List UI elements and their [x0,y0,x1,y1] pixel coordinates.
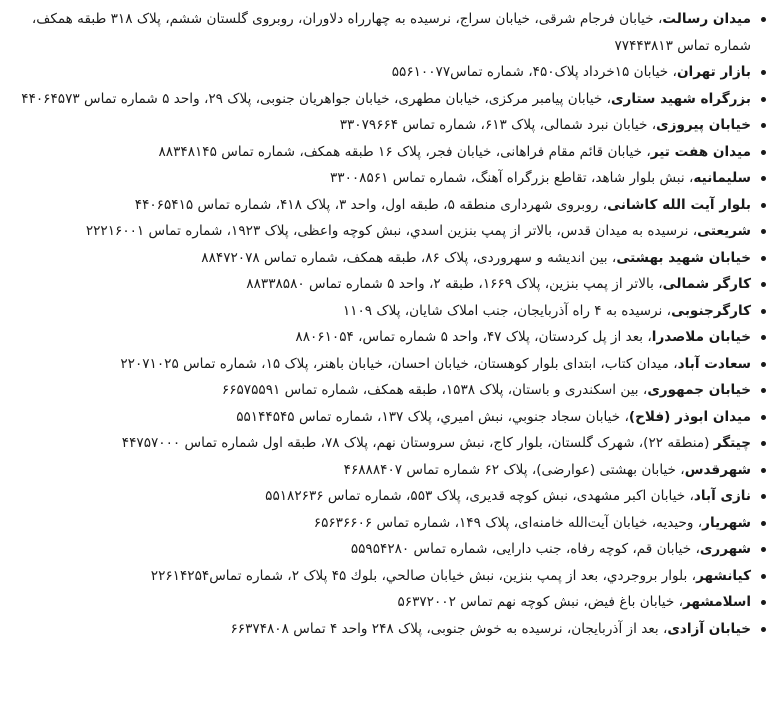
branch-details: وحیدیه، خیابان آیت‌الله خامنه‌ای، پلاک ۱۴۹، شماره تماس ۶۵۶۳۶۶۰۶ [313,514,694,531]
list-item [10,457,771,484]
separator: ، [638,382,648,398]
branch-name: خیابان پیروزی [656,117,751,133]
branch-name: میدان رسالت [662,11,751,27]
separator: ، [658,620,668,637]
branch-details: خیابان اکبر مشهدی، نبش کوچه قدیری، پلاک ۵۵۳، شماره تماس ۵۵۱۸۲۶۳۶ [265,488,686,504]
branch-name: شهرری [699,541,751,557]
branch-name: سعادت آباد [677,355,751,372]
list-item [10,218,771,245]
branch-details: بین اسکندری و باستان، پلاک ۱۵۳۸، طبقه همکف، شماره تماس ۶۶۵۷۵۵۹۱ [221,382,639,398]
branch-name: خیابان شهید بهشتی [616,249,751,266]
branch-name: خیابان جمهوری [647,382,751,398]
separator: ، [668,355,678,372]
list-item [10,192,771,219]
branch-name: شریعتی [697,223,751,239]
branch-details: (منطقه ۲۲)، شهرک گلستان، بلوار کاج، نبش سروستان نهم، پلاک ۷۸، طبقه اول شماره تماس ۴۴۷۵۷۰۰۰ [121,435,710,451]
list-item [10,404,771,431]
separator: ، [620,408,629,425]
list-item [10,271,771,298]
branch-details: خیابان نبرد شمالی، پلاک ۶۱۳، شماره تماس ۳۳۰۷۹۶۶۴ [339,117,648,133]
branch-name: بلوار آیت الله کاشانی [607,196,751,213]
list-item [10,165,771,192]
list-item [10,589,771,616]
separator: ، [693,514,703,531]
list-item [10,510,771,537]
branch-name: میدان ابوذر (فلاح) [628,408,751,425]
branch-details: بین اندیشه و سهروردی، پلاک ۸۶، طبقه همکف، شماره تماس ۸۸۴۷۲۰۷۸ [201,249,608,266]
separator: ، [598,196,608,213]
branch-details: نرسیده به ۴ راه آذربایجان، جنب املاک شایان، پلاک ۱۱۰۹ [342,302,663,319]
separator: ، [662,302,672,319]
branch-details: میدان کتاب، ابتدای بلوار کوهستان، خیابان احسان، خیابان باهنر، پلاک ۱۵، شماره تماس ۲۲۰۷۱۰۲۵ [120,355,669,372]
list-item [10,483,771,510]
separator: ، [674,594,683,610]
branch-details: خیابان فرجام شرقی، خیابان سراج، نرسیده به چهارراه دلاوران، روبروی گلستان ششم، پلاک ۳۱۸ طبقه همکف، شماره تماس ۷۷۴۴۳۸۱۳ [31,11,751,54]
list-item [10,616,771,643]
branch-name: شهرقدس [684,461,751,478]
branch-name: خیابان آزادی [667,620,751,637]
list-item [10,298,771,325]
branch-name: کارگرجنوبی [671,302,751,319]
separator: ، [642,143,651,160]
branch-details: بلوار بروجردي، بعد از پمپ بنزين، نبش خيابان صالحي، بلوك ۴۵ پلاک ۲، شماره تماس۲۲۶۱۴۲۵۴ [150,567,688,584]
branch-name: سلیمانیه [693,170,751,186]
separator: ، [653,11,663,27]
branch-details: بعد از آذربایجان، نرسیده به خوش جنوبی، پلاک ۲۴۸ واحد ۴ تماس ۶۶۳۷۴۸۰۸ [230,620,659,637]
branch-name: خیابان ملاصدرا [651,329,751,345]
branch-name: کارگر شمالی [662,276,751,292]
branch-details: خیابان قائم مقام فراهانی، خیابان فجر، پلاک ۱۶ طبقه همکف، شماره تماس ۸۸۳۴۸۱۴۵ [158,143,643,160]
branch-details: خیابان قم، کوچه رفاه، جنب دارایی، شماره تماس ۵۵۹۵۴۲۸۰ [350,541,692,557]
list-item [10,377,771,404]
branch-details: خیابان بهشتی (عوارضی)، پلاک ۶۲ شماره تماس ۴۶۸۸۸۴۰۷ [343,461,676,478]
branch-name: میدان هفت تیر [650,143,751,160]
separator: ، [643,329,652,345]
branch-name: نازی آباد [693,488,751,504]
list-item [10,245,771,272]
separator: ، [685,488,694,504]
separator: ، [684,170,694,186]
branch-name: بزرگراه شهید ستاری [611,90,751,107]
branch-details: نبش بلوار شاهد، تقاطع بزرگراه آهنگ، شماره تماس ۳۳۰۰۸۵۶۱ [329,170,685,186]
branch-details: روبروی شهرداری منطقه ۵، طبقه اول، واحد ۳، پلاک ۴۱۸، شماره تماس ۴۴۰۶۵۴۱۵ [134,196,599,213]
list-item [10,351,771,378]
list-item [10,536,771,563]
separator: ، [607,249,617,266]
separator: ، [675,461,685,478]
branch-details: بعد از پل کردستان، پلاک ۴۷، واحد ۵ شماره تماس، ۸۸۰۶۱۰۵۴ [295,329,644,345]
branch-details: خیابان پیامبر مرکزی، خیابان مطهری، خیابان جواهریان جنوبی، پلاک ۲۹، واحد ۵ شماره تماس ۴۴۰۶۴۵۷۳ [21,90,603,107]
branch-name: شهریار [702,514,751,531]
list-item [10,86,771,113]
list-item [10,6,771,59]
separator: ، [653,276,663,292]
branch-details: بالاتر از پمپ بنزین، پلاک ۱۶۶۹، طبقه ۲، واحد ۵ شماره تماس ۸۸۳۳۸۵۸۰ [246,276,654,292]
list-item [10,139,771,166]
separator: ، [602,90,612,107]
branch-name: کیانشهر [696,567,751,584]
separator: ، [668,64,677,80]
separator: ، [688,223,698,239]
list-item [10,430,771,457]
branch-name: بازار تهران [676,64,751,80]
branch-details: خیابان سجاد جنوبي، نبش اميري، پلاک ۱۳۷، شماره تماس ۵۵۱۴۴۵۴۵ [236,408,621,425]
branch-details: نرسیده به میدان قدس، بالاتر از پمپ بنزین اسدي، نبش کوچه واعظی، پلاک ۱۹۲۳، شماره تماس ۲۲۲۱۶۰۰۱ [85,223,689,239]
list-item [10,59,771,86]
branch-name: اسلامشهر [682,594,751,610]
list-item [10,112,771,139]
separator: ، [647,117,657,133]
branch-list [10,6,771,642]
branch-details: خیابان باغ فیض، نبش کوچه نهم تماس ۵۶۳۷۲۰۰۲ [397,594,675,610]
list-item [10,324,771,351]
list-item [10,563,771,590]
separator: ، [687,567,697,584]
branch-details: خیابان ۱۵خرداد پلاک۴۵۰، شماره تماس۵۵۶۱۰۰۷۷ [391,64,669,80]
separator: ، [691,541,700,557]
branch-name: چیتگر [713,435,751,451]
